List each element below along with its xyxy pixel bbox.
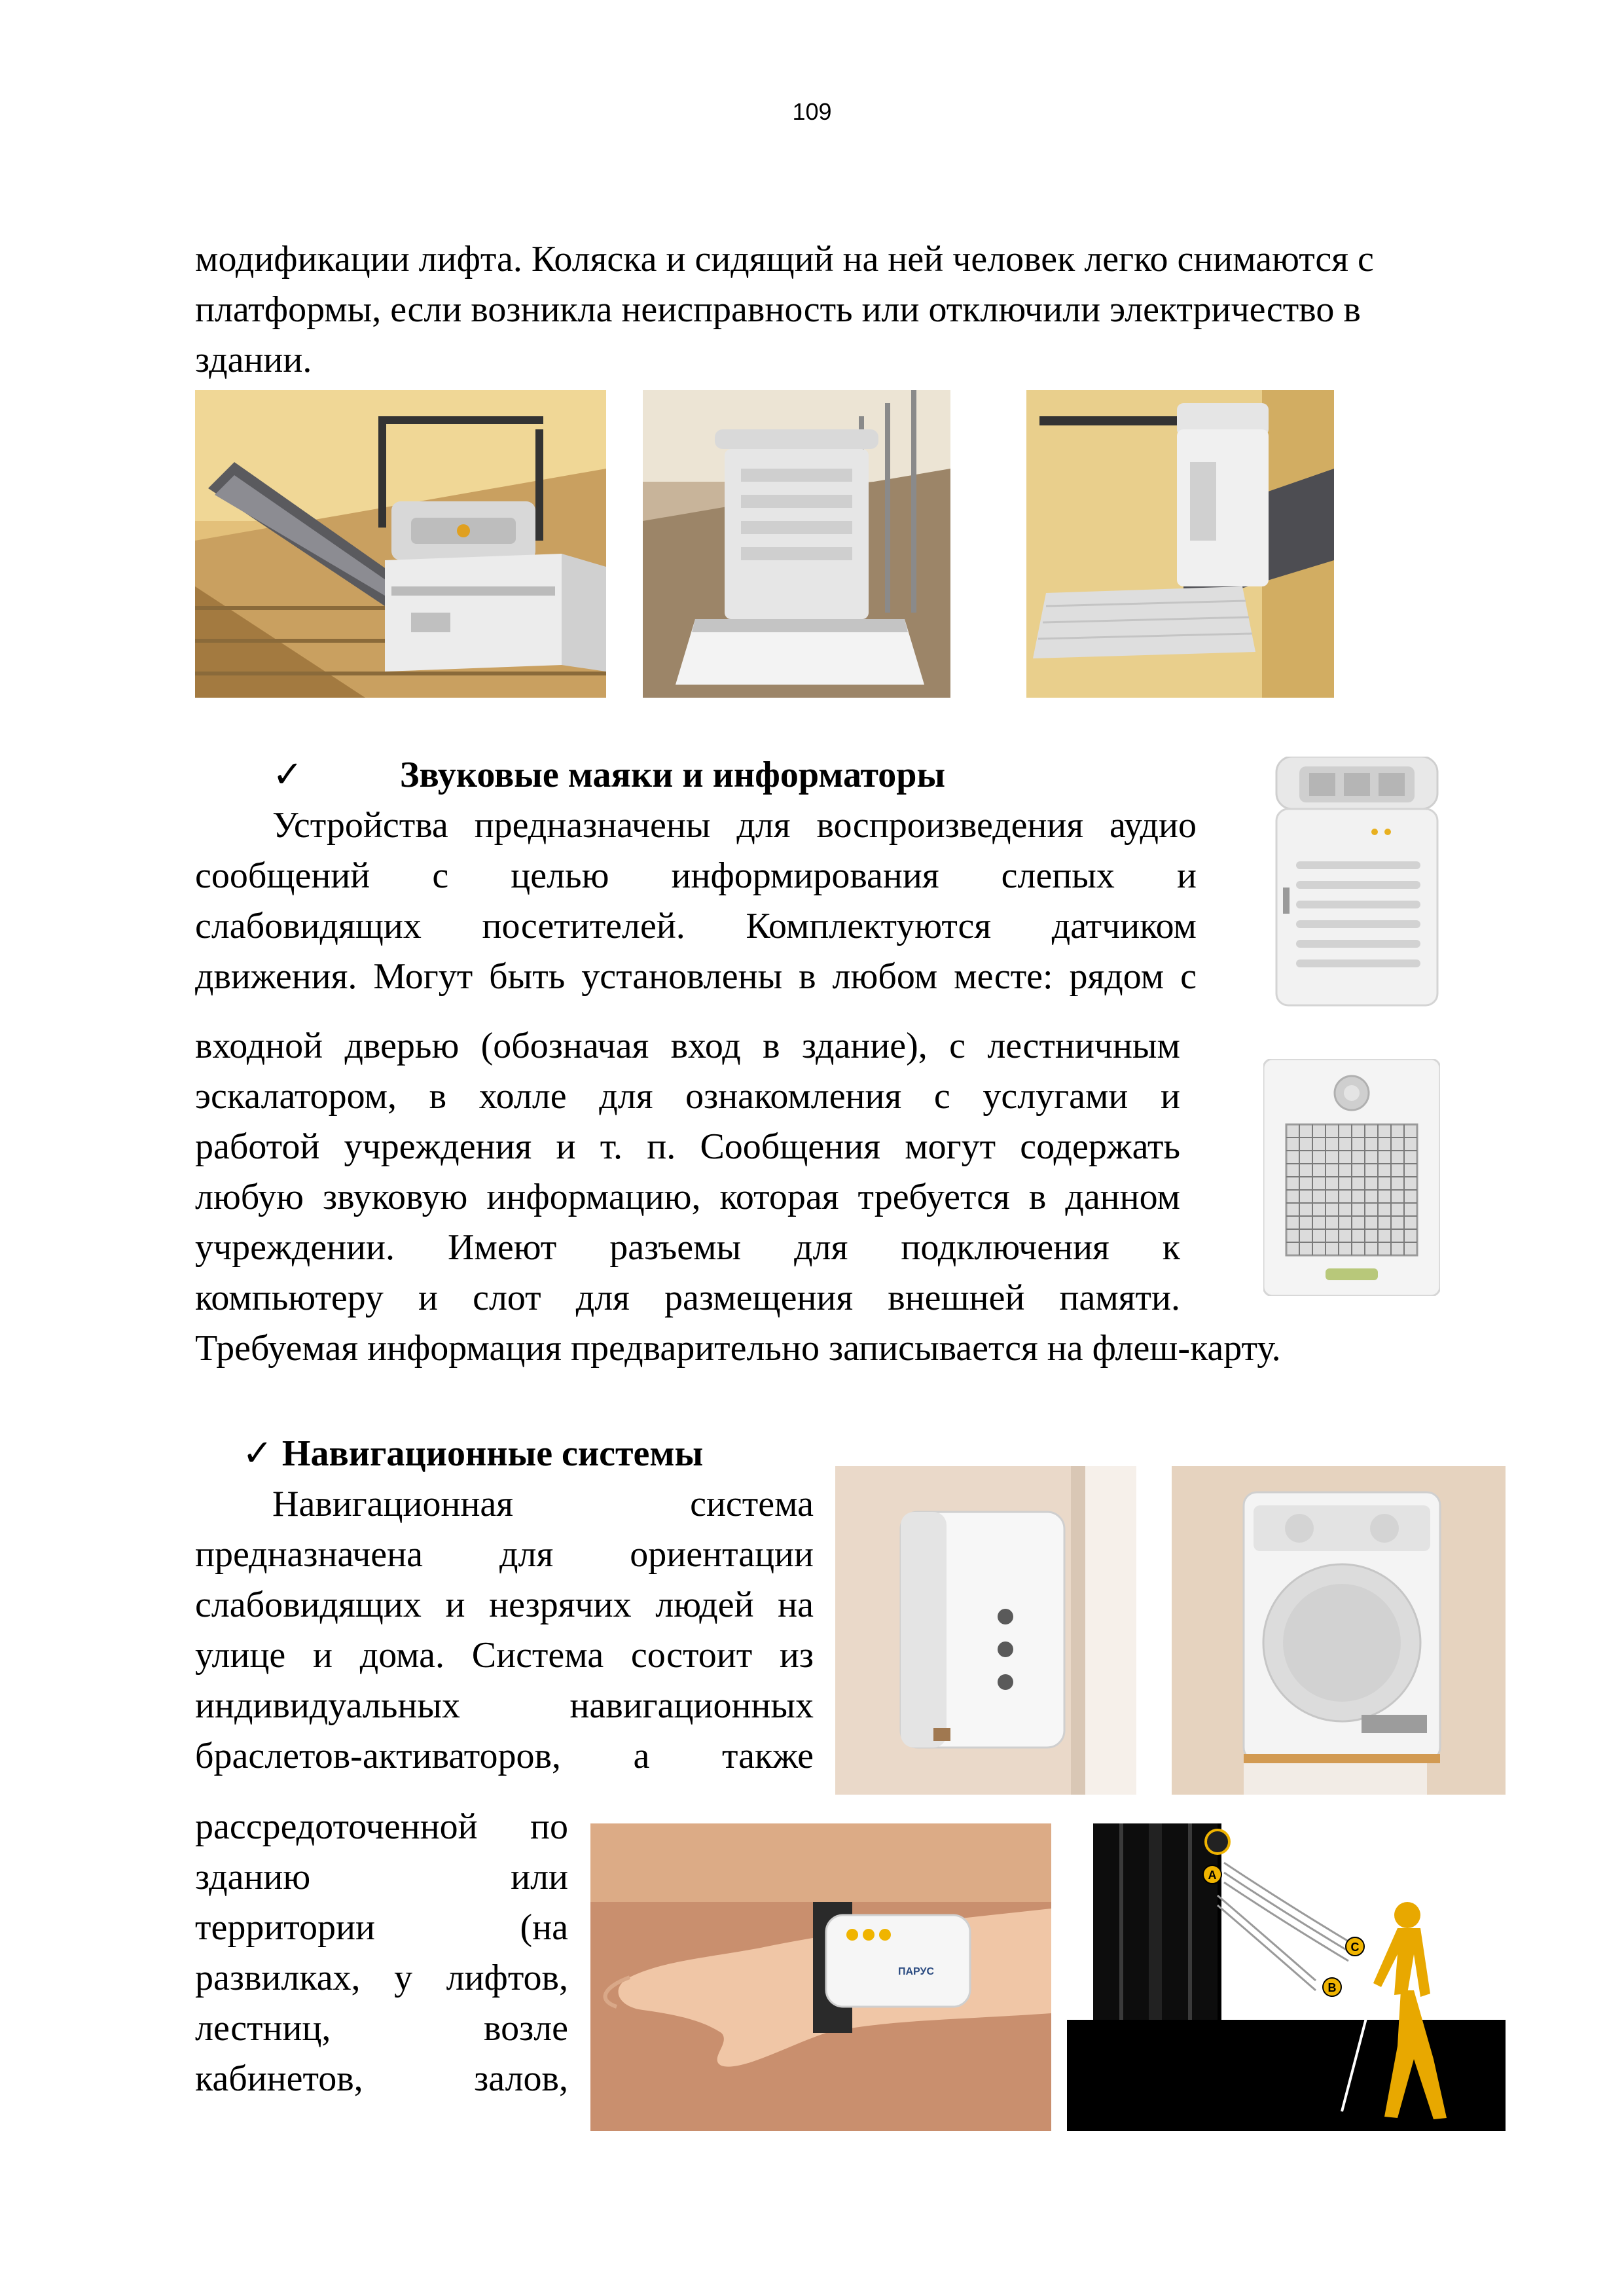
beacons-heading	[272, 750, 945, 800]
beacons-line: компьютеру и слот для размещения внешней памяти.	[195, 1278, 1180, 1318]
navigation-line: развилках, у лифтов,	[195, 1958, 568, 1998]
beacons-line: входной дверью (обозначая вход в здание), с лестничным	[195, 1026, 1180, 1066]
navigation-line: Навигационная система	[272, 1484, 814, 1524]
navigation-beacon-photo-side	[835, 1466, 1136, 1795]
navigation-line: слабовидящих и незрячих людей на	[195, 1585, 814, 1625]
beacons-line: эскалатором, в холле для ознакомления с услугами и	[195, 1076, 1180, 1117]
beacons-line: учреждении. Имеют разъемы для подключения к	[195, 1227, 1180, 1268]
navigation-line: предназначена для ориентации	[195, 1534, 814, 1575]
navigation-line: кабинетов, залов,	[195, 2058, 568, 2099]
beacons-paragraph-b	[195, 1021, 1180, 1323]
navigation-heading	[242, 1429, 703, 1479]
stairlift-photo-3	[1026, 390, 1334, 698]
navigation-paragraph-b	[195, 1802, 568, 2104]
navigation-paragraph-a	[195, 1479, 814, 1782]
navigation-beacon-photo-front	[1172, 1466, 1506, 1795]
intro-line: модификации лифта. Коляска и сидящий на ней человек легко снимаются с	[195, 239, 1374, 279]
beacons-line: сообщений с целью информирования слепых и	[195, 855, 1197, 896]
intro-line: платформы, если возникла неисправность или отключили электричество в	[195, 289, 1361, 330]
beacons-line: Требуемая информация предварительно записывается на флеш-карту.	[195, 1328, 1281, 1369]
checkmark-icon: ✓	[242, 1433, 273, 1474]
beacons-paragraph-top	[195, 800, 1197, 851]
page-number: 109	[792, 98, 832, 125]
navigation-diagram	[1067, 1823, 1506, 2131]
navigation-line: улице и дома. Система состоит из	[195, 1635, 814, 1676]
navigation-line: рассредоточенной по	[195, 1806, 568, 1847]
beacons-paragraph-a	[195, 851, 1197, 1002]
stairlift-photo-1	[195, 390, 606, 698]
stairlift-photo-2	[643, 390, 950, 698]
sound-beacon-device-photo-2	[1263, 1059, 1440, 1296]
navigation-line: браслетов-активаторов, а также	[195, 1736, 814, 1776]
beacons-line: любую звуковую информацию, которая требуется в данном	[195, 1177, 1180, 1217]
intro-line: здании.	[195, 340, 312, 380]
navigation-line: индивидуальных навигационных	[195, 1685, 814, 1726]
navigation-line: лестниц, возле	[195, 2008, 568, 2049]
diagram-point-b: B	[1327, 1981, 1337, 1994]
beacons-paragraph-end	[195, 1323, 1281, 1374]
beacons-line: Устройства предназначены для воспроизведения аудио	[272, 805, 1197, 846]
navigation-heading-text: Навигационные системы	[281, 1433, 704, 1474]
beacons-line: слабовидящих посетителей. Комплектуются датчиком	[195, 906, 1197, 946]
navigation-bracelet-photo	[590, 1823, 1051, 2131]
diagram-point-a: A	[1208, 1869, 1217, 1882]
diagram-point-c: C	[1350, 1941, 1360, 1954]
bracelet-brand-label: ПАРУС	[898, 1966, 935, 1977]
beacons-heading-text: Звуковые маяки и информаторы	[399, 755, 946, 795]
beacons-line: движения. Могут быть установлены в любом месте: рядом с	[195, 956, 1197, 997]
beacons-line: работой учреждения и т. п. Сообщения могут содержать	[195, 1126, 1180, 1167]
intro-paragraph	[195, 234, 1439, 386]
checkmark-icon: ✓	[272, 755, 303, 795]
navigation-line: территории (на	[195, 1907, 568, 1948]
sound-beacon-device-photo-1	[1263, 757, 1451, 1012]
navigation-line: зданию или	[195, 1857, 568, 1897]
